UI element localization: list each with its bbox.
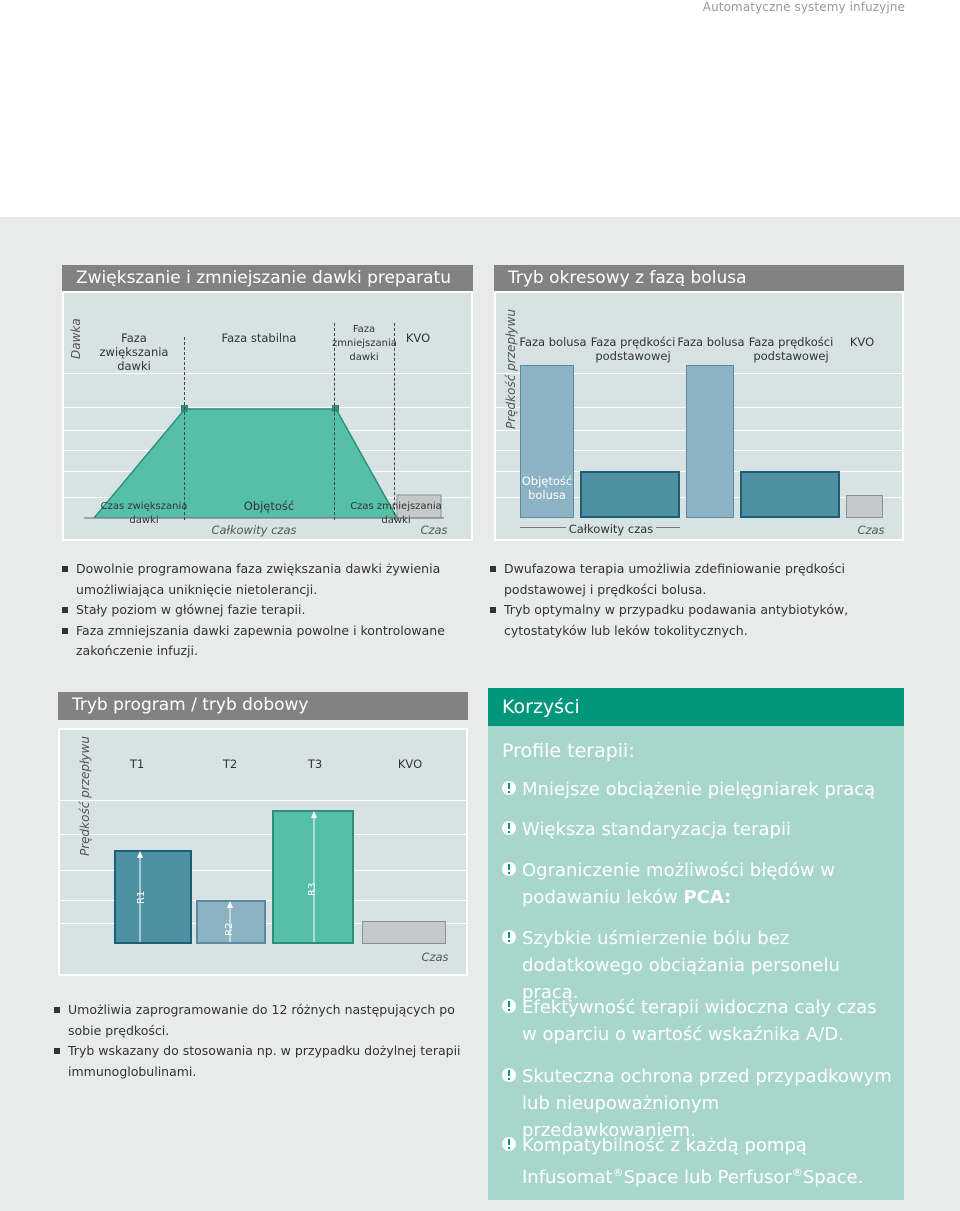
benefit-item: Większa standaryzacja terapii [522,819,791,840]
panel3-phase-kvo: KVO [397,757,423,771]
panel3-r2-label: R2 [224,922,235,936]
panel1-phase-ramp-down: Faza zmniejszania dawki [332,324,397,363]
panel2-phase-basal-2: Faza prędkości podstawowej [748,335,834,363]
info-icon [502,999,516,1013]
benefit-item: Efektywność terapii widoczna cały czas w oparciu o wartość wskaźnika A/D. [522,997,877,1045]
list-item: Dwufazowa terapia umożliwia zdefiniowanie prędkości podstawowej i prędkości bolusa. [490,559,890,600]
panel3-y-axis-label: Prędkość przepływu [78,736,92,856]
panel1-title: Zwiększanie i zmniejszanie dawki preparatu [62,265,473,291]
panel2-phase-kvo: KVO [849,335,875,349]
list-item: Tryb wskazany do stosowania np. w przypadku dożylnej terapii immunoglobulinami. [54,1041,464,1082]
panel3-r3-label: R3 [307,882,318,896]
benefit-product-b: Space lub Perfusor [623,1167,792,1188]
panel1-total-time: Całkowity czas [211,523,297,537]
panel2-title: Tryb okresowy z fazą bolusa [494,265,904,291]
registered-mark: ® [612,1166,624,1179]
info-icon [502,1068,516,1082]
panel3-chart [58,728,468,976]
benefit-item: Skuteczna ochrona przed przypadkowym lub nieupoważnionym przedawkowaniem. [522,1066,892,1141]
panel2-bullets [490,559,890,641]
benefit-item: Ograniczenie możliwości błędów w podawaniu leków [522,860,836,908]
panel2-basal-bar-1 [580,471,680,518]
panel1-volume-label: Objętość [243,499,295,513]
panel3-x-axis-label: Czas [421,950,449,964]
panel1-phase-kvo: KVO [405,331,431,345]
list-item: Tryb optymalny w przypadku podawania antybiotyków, cytostatyków lub leków tokolitycznych. [490,600,890,641]
list-item: Stały poziom w głównej fazie terapii. [62,600,462,621]
panel3-title: Tryb program / tryb dobowy [58,692,468,720]
panel2-total-time: Całkowity czas [566,522,656,536]
panel3-phase-t3: T3 [307,757,323,771]
panel1-y-axis-label: Dawka [69,318,83,359]
panel2-phase-bolus-2: Faza bolusa [677,335,745,349]
benefits-panel [488,726,904,1200]
info-icon [502,781,516,795]
benefit-product-c: Space. [802,1167,864,1188]
panel1-phase-stable: Faza stabilna [221,331,297,345]
list-item: Dowolnie programowana faza zwiększania dawki żywienia umożliwiająca uniknięcie nietolerancji. [62,559,462,600]
info-icon [502,862,516,876]
panel2-bolus-volume-label: Objętość bolusa [521,474,573,502]
panel2-bolus-bar-2 [686,365,734,518]
panel3-phase-t1: T1 [129,757,145,771]
benefit-item: Kompatybilność z każdą pompą [522,1135,807,1156]
panel3-rate-arrows [60,730,468,976]
panel2-phase-bolus-1: Faza bolusa [519,335,587,349]
panel1-ramp-down-label: Czas zmniejszania dawki [350,501,442,526]
panel2-kvo-bar [846,495,883,518]
info-icon [502,821,516,835]
page-header: Automatyczne systemy infuzyjne [702,0,905,14]
panel2-chart [494,291,904,541]
info-icon [502,1137,516,1151]
panel3-bullets [54,1000,464,1082]
list-item: Umożliwia zaprogramowanie do 12 różnych następujących po sobie prędkości. [54,1000,464,1041]
panel1-ramp-up-label: Czas zwiększania dawki [100,501,188,526]
panel2-y-axis-label: Prędkość przepływu [504,309,518,429]
panel2-x-axis-label: Czas [857,523,885,537]
panel3-r1-label: R1 [136,890,147,904]
list-item: Faza zmniejszania dawki zapewnia powolne i kontrolowane zakończenie infuzji. [62,621,462,662]
panel1-chart [62,291,473,541]
panel3-phase-t2: T2 [222,757,238,771]
panel1-x-axis-label: Czas [420,523,448,537]
benefit-pca: PCA: [683,887,732,908]
benefit-item: Szybkie uśmierzenie bólu bez dodatkowego obciążania personelu pracą. [522,928,840,1003]
panel1-phase-ramp-up: Faza zwiększania dawki [99,331,169,373]
benefit-product-a: Infusomat [522,1167,613,1188]
benefits-title: Korzyści [488,688,904,726]
panel1-bullets [62,559,462,662]
registered-mark: ® [791,1166,803,1179]
benefit-item: Mniejsze obciążenie pielęgniarek pracą [522,779,876,800]
panel2-phase-basal-1: Faza prędkości podstawowej [590,335,676,363]
info-icon [502,930,516,944]
benefits-subtitle: Profile terapii: [502,740,635,762]
panel2-basal-bar-2 [740,471,840,518]
